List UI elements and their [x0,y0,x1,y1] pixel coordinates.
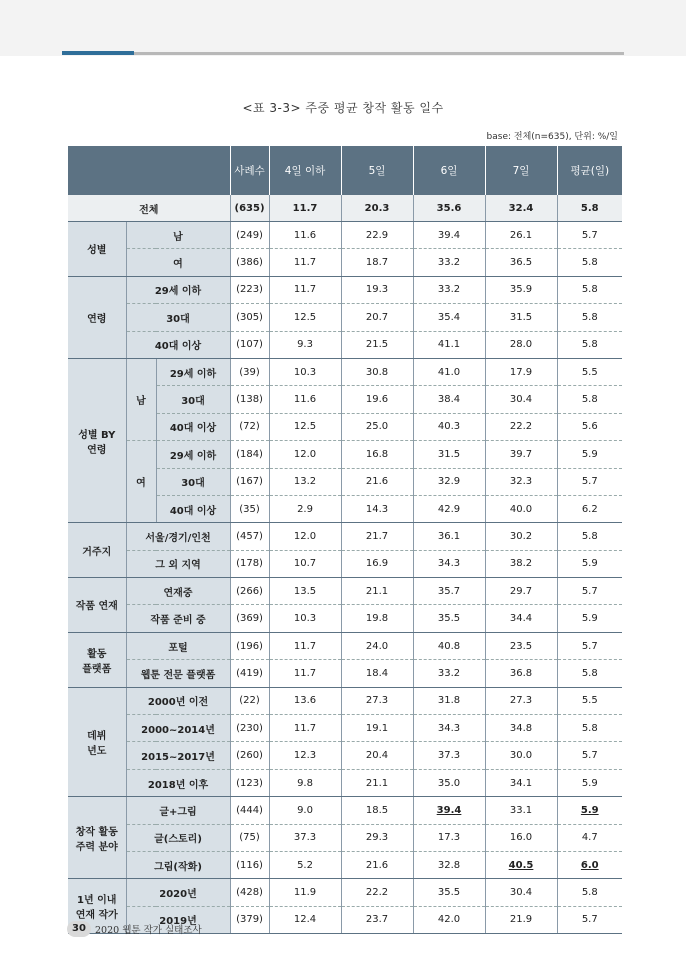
row-label: 2018년 이후 [126,769,230,796]
cell-highlight: 39.4 [413,797,485,824]
page-header-band [0,0,686,56]
group-label: 성별 [68,222,126,277]
row-label: 작품 준비 중 [126,605,230,632]
cell: (178) [230,550,269,577]
row-label: 30대 [156,468,230,495]
table-row [68,331,622,358]
cell: 17.3 [413,824,485,851]
cell: 6.2 [557,495,622,522]
cell: 40.3 [413,413,485,440]
cell: 13.2 [269,468,341,495]
footer-title: 2020 웹툰 작가 실태조사 [95,925,202,936]
cell: 13.5 [269,578,341,605]
cell: 34.4 [485,605,557,632]
cell: 5.8 [557,523,622,550]
cell: (123) [230,769,269,796]
cell: 5.9 [557,605,622,632]
cell: 5.8 [557,276,622,303]
cell: 2.9 [269,495,341,522]
cell: 5.7 [557,742,622,769]
row-label: 포털 [126,632,230,659]
cell: 5.9 [557,769,622,796]
row-label: 30대 [156,386,230,413]
cell: 21.5 [341,331,413,358]
table-row [68,578,622,605]
header-blank [68,146,230,195]
cell: 17.9 [485,358,557,385]
cell: 31.8 [413,687,485,714]
row-label: 40대 이상 [156,495,230,522]
cell: 22.9 [341,222,413,249]
cell: (428) [230,879,269,906]
cell: 34.3 [413,715,485,742]
cell: (386) [230,249,269,276]
table-row [68,851,622,878]
cell: 18.4 [341,660,413,687]
cell-highlight: 5.9 [557,797,622,824]
cell: 27.3 [341,687,413,714]
cell: 5.7 [557,578,622,605]
col-header: 사례수 [230,146,269,195]
cell: 5.6 [557,413,622,440]
col-header: 5일 [341,146,413,195]
cell: (305) [230,304,269,331]
cell: 31.5 [485,304,557,331]
cell: 5.9 [557,550,622,577]
table-row [68,769,622,796]
cell: 36.8 [485,660,557,687]
cell: 35.7 [413,578,485,605]
header-accent-line [62,51,134,55]
cell: 33.2 [413,249,485,276]
row-label: 여 [126,249,230,276]
cell: 41.1 [413,331,485,358]
cell: (196) [230,632,269,659]
cell: 27.3 [485,687,557,714]
row-label: 2019년 [126,906,230,933]
cell: 5.8 [557,249,622,276]
cell: 18.7 [341,249,413,276]
cell: (22) [230,687,269,714]
table-title: <표 3-3> 주중 평균 창작 활동 일수 [242,101,444,115]
cell: 11.6 [269,222,341,249]
cell: 5.8 [557,331,622,358]
row-label: 남 [126,222,230,249]
cell: 34.3 [413,550,485,577]
cell: 20.7 [341,304,413,331]
cell: 21.7 [341,523,413,550]
row-label: 2000년 이전 [126,687,230,714]
cell: 5.8 [557,386,622,413]
row-label: 40대 이상 [126,331,230,358]
table-row [68,358,622,385]
cell: 5.8 [557,304,622,331]
row-label: 연재중 [126,578,230,605]
cell: 11.7 [269,195,341,222]
cell: 19.6 [341,386,413,413]
row-label: 2015~2017년 [126,742,230,769]
cell: 4.7 [557,824,622,851]
cell: 39.4 [413,222,485,249]
cell-highlight: 6.0 [557,851,622,878]
cell: 38.4 [413,386,485,413]
row-label: 29세 이하 [156,358,230,385]
cell: 9.3 [269,331,341,358]
cell: 40.0 [485,495,557,522]
cell: 35.9 [485,276,557,303]
cell: 33.1 [485,797,557,824]
cell: 11.6 [269,386,341,413]
cell: 12.5 [269,413,341,440]
table-row [68,824,622,851]
cell: 16.0 [485,824,557,851]
cell: 5.7 [557,468,622,495]
group-label: 거주지 [68,523,126,578]
table-row [68,879,622,906]
cell: 24.0 [341,632,413,659]
table-row [68,742,622,769]
cell: 30.8 [341,358,413,385]
cell: 20.3 [341,195,413,222]
cell: 29.7 [485,578,557,605]
cell: (444) [230,797,269,824]
table-row [68,249,622,276]
cell: 11.7 [269,715,341,742]
cell: 33.2 [413,660,485,687]
cell: 20.4 [341,742,413,769]
cell: 12.0 [269,441,341,468]
group-label: 창작 활동 주력 분야 [68,797,126,879]
cell: 42.0 [413,906,485,933]
row-label: 29세 이하 [156,441,230,468]
data-table [68,146,622,934]
cell: 35.4 [413,304,485,331]
cell: (223) [230,276,269,303]
cell: 32.8 [413,851,485,878]
cell: 32.3 [485,468,557,495]
row-label: 글(스토리) [126,824,230,851]
cell: 22.2 [485,413,557,440]
cell: (75) [230,824,269,851]
cell: 29.3 [341,824,413,851]
table-row [68,441,622,468]
cell: 12.0 [269,523,341,550]
cell: (379) [230,906,269,933]
cell: 21.6 [341,851,413,878]
group-label: 데뷔 년도 [68,687,126,797]
table-row [68,797,622,824]
cell: 16.9 [341,550,413,577]
col-header: 평균(일) [557,146,622,195]
cell: 13.6 [269,687,341,714]
cell: 30.4 [485,879,557,906]
cell: 5.8 [557,660,622,687]
cell: 38.2 [485,550,557,577]
cell: 5.7 [557,906,622,933]
cell: (266) [230,578,269,605]
cell: 41.0 [413,358,485,385]
cell: (116) [230,851,269,878]
cell: 11.7 [269,276,341,303]
cell: 30.4 [485,386,557,413]
cell: 36.5 [485,249,557,276]
cell: 32.9 [413,468,485,495]
cell: 23.5 [485,632,557,659]
cell: (184) [230,441,269,468]
cell: 36.1 [413,523,485,550]
cell: 21.1 [341,578,413,605]
table-row [68,660,622,687]
group-label: 활동 플랫폼 [68,632,126,687]
cell: 23.7 [341,906,413,933]
cell: 35.5 [413,605,485,632]
cell: 5.8 [557,715,622,742]
cell: 5.8 [557,879,622,906]
cell: 21.1 [341,769,413,796]
table-row [68,550,622,577]
row-label: 40대 이상 [156,413,230,440]
cell: 11.7 [269,249,341,276]
subgroup-label: 여 [126,441,156,523]
cell-highlight: 40.5 [485,851,557,878]
table-row [68,222,622,249]
cell: 30.0 [485,742,557,769]
cell: 5.7 [557,632,622,659]
cell: 11.7 [269,632,341,659]
header-row [68,146,622,195]
table-row [68,304,622,331]
cell: 9.0 [269,797,341,824]
subgroup-label: 남 [126,358,156,440]
cell: 10.3 [269,358,341,385]
base-note: base: 전체(n=635), 단위: %/일 [486,132,618,142]
cell: 19.8 [341,605,413,632]
table-row [68,632,622,659]
row-label: 웹툰 전문 플랫폼 [126,660,230,687]
cell: (369) [230,605,269,632]
total-row [68,195,622,222]
cell: 34.1 [485,769,557,796]
cell: 28.0 [485,331,557,358]
cell: (230) [230,715,269,742]
cell: 37.3 [413,742,485,769]
cell: (457) [230,523,269,550]
cell: 11.9 [269,879,341,906]
cell: 19.3 [341,276,413,303]
cell: 5.7 [557,222,622,249]
cell: 14.3 [341,495,413,522]
cell: 21.6 [341,468,413,495]
cell: 35.6 [413,195,485,222]
cell: 5.5 [557,358,622,385]
table-row [68,687,622,714]
cell: 5.5 [557,687,622,714]
cell: 35.5 [413,879,485,906]
cell: 12.3 [269,742,341,769]
cell: 35.0 [413,769,485,796]
cell: (635) [230,195,269,222]
cell: (167) [230,468,269,495]
row-label: 글+그림 [126,797,230,824]
cell: 5.8 [557,195,622,222]
cell: 26.1 [485,222,557,249]
cell: 10.3 [269,605,341,632]
col-header: 7일 [485,146,557,195]
table-row [68,605,622,632]
cell: 32.4 [485,195,557,222]
cell: (138) [230,386,269,413]
cell: 21.9 [485,906,557,933]
group-label: 성별 BY 연령 [68,358,126,522]
cell: 33.2 [413,276,485,303]
row-label: 전체 [68,195,230,222]
cell: 9.8 [269,769,341,796]
col-header: 4일 이하 [269,146,341,195]
group-label: 1년 이내 연재 작가 [68,879,126,934]
cell: 40.8 [413,632,485,659]
cell: (35) [230,495,269,522]
cell: 42.9 [413,495,485,522]
cell: 37.3 [269,824,341,851]
cell: (249) [230,222,269,249]
group-label: 작품 연재 [68,578,126,633]
cell: (107) [230,331,269,358]
cell: (72) [230,413,269,440]
cell: 12.5 [269,304,341,331]
header-rule [134,52,624,55]
cell: (260) [230,742,269,769]
cell: 30.2 [485,523,557,550]
row-label: 그 외 지역 [126,550,230,577]
cell: 25.0 [341,413,413,440]
cell: 22.2 [341,879,413,906]
row-label: 30대 [126,304,230,331]
page-number: 30 [67,921,91,937]
cell: 5.9 [557,441,622,468]
cell: 12.4 [269,906,341,933]
cell: 16.8 [341,441,413,468]
cell: 5.2 [269,851,341,878]
cell: (419) [230,660,269,687]
col-header: 6일 [413,146,485,195]
cell: 11.7 [269,660,341,687]
cell: 39.7 [485,441,557,468]
table-row [68,715,622,742]
cell: 19.1 [341,715,413,742]
group-label: 연령 [68,276,126,358]
cell: 34.8 [485,715,557,742]
row-label: 2020년 [126,879,230,906]
table-row [68,523,622,550]
cell: 10.7 [269,550,341,577]
row-label: 2000~2014년 [126,715,230,742]
cell: 18.5 [341,797,413,824]
table-row [68,276,622,303]
row-label: 29세 이하 [126,276,230,303]
row-label: 그림(작화) [126,851,230,878]
row-label: 서울/경기/인천 [126,523,230,550]
cell: (39) [230,358,269,385]
cell: 31.5 [413,441,485,468]
